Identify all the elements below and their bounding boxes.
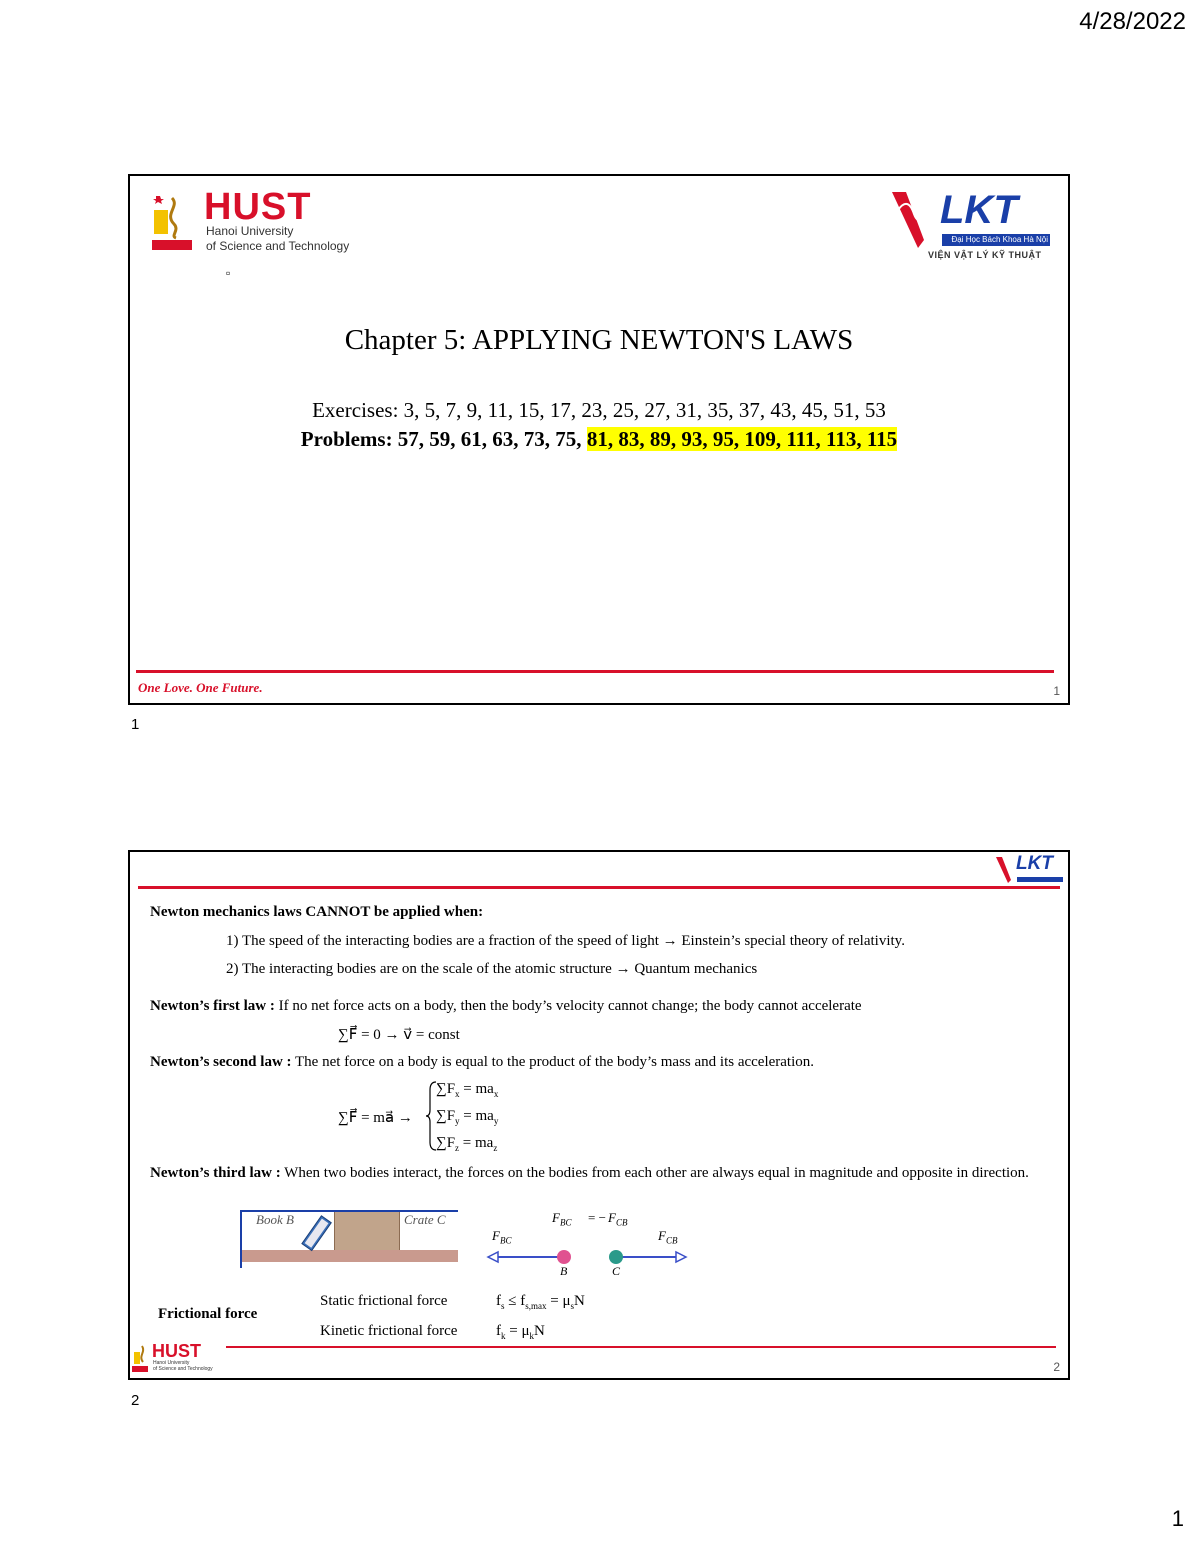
- slide1-number: 1: [1053, 684, 1060, 698]
- first-law-text: If no net force acts on a body, then the body’s velocity cannot change; the body cannot accelerate: [274, 998, 862, 1014]
- slide1-footer-line: [136, 670, 1054, 673]
- vlkt-emblem-icon: [892, 190, 942, 250]
- third-law-text: When two bodies interact, the forces on the bodies from each other are always equal in magnitude and opposite in direction.: [280, 1165, 1029, 1181]
- kinetic-friction-label: Kinetic frictional force: [320, 1323, 458, 1339]
- slide-2: [128, 850, 1070, 1380]
- second-law-y: $\sum F_y = ma_y$: [436, 1108, 499, 1126]
- third-law: [150, 1162, 1030, 1184]
- book-label: Book B: [256, 1212, 294, 1227]
- second-law-text: The net force on a body is equal to the product of the body’s mass and its acceleration.: [291, 1054, 815, 1070]
- static-friction-label: Static frictional force: [320, 1293, 448, 1309]
- hust-emblem-small-icon: [132, 1344, 148, 1374]
- second-law-equation: ∑F⃗ = ma⃗ →: [338, 1110, 413, 1126]
- eq-f-bc: $F_{BC}$: [552, 1210, 572, 1228]
- static-friction-eq: $f_s \le f_{s,max} = \mu_sN$: [496, 1293, 585, 1311]
- slide1-problems: [130, 427, 1068, 452]
- slide1-bullet: ▫: [226, 266, 231, 280]
- figure-floor: [242, 1250, 458, 1262]
- hust-logo-small: [132, 1341, 232, 1376]
- vlkt-emblem-small-icon: [996, 856, 1018, 884]
- hust-logo: [150, 186, 360, 253]
- slide1-title: Chapter 5: APPLYING NEWTON'S LAWS: [344, 324, 854, 356]
- book-b-icon: [296, 1214, 336, 1254]
- vlkt-logo-text: LKT: [940, 188, 1018, 232]
- slide1-below-label: 1: [131, 716, 140, 733]
- slide2-footer-line: [226, 1346, 1056, 1348]
- force-pair-figure: [486, 1210, 696, 1282]
- crate-c: [334, 1212, 400, 1250]
- vlkt-logo-small: [996, 853, 1066, 888]
- friction-label: Frictional force: [158, 1306, 258, 1322]
- kinetic-friction-eq: $f_k = \mu_kN$: [496, 1323, 545, 1341]
- vlkt-logo: [892, 190, 1052, 264]
- second-law-x: $\sum F_x = ma_x$: [436, 1081, 499, 1099]
- slide1-footer-slogan: One Love. One Future.: [138, 680, 263, 695]
- third-law-label: Newton’s third law :: [150, 1165, 281, 1181]
- page-number: 1: [1171, 1506, 1184, 1531]
- first-law-equation: ∑F⃗ = 0 → v⃗ = const: [338, 1027, 460, 1043]
- point-b-label: B: [560, 1264, 568, 1278]
- second-law-label: Newton’s second law :: [150, 1054, 292, 1070]
- hust-logo-sub2: of Science and Technology: [206, 239, 350, 253]
- slide2-number: 2: [1053, 1360, 1060, 1374]
- crate-label: Crate C: [404, 1212, 446, 1227]
- hust-small-sub2: of Science and Technology: [153, 1366, 213, 1372]
- hust-small-text: HUST: [152, 1341, 201, 1361]
- label-f-bc: $F_{BC}$: [492, 1228, 512, 1246]
- slide2-top-line: [138, 886, 1060, 889]
- hust-emblem-icon: [150, 190, 194, 252]
- slide2-item1: 1) The speed of the interacting bodies are a fraction of the speed of light → Einstein’s special theory of relativity.: [226, 933, 905, 949]
- slide2-heading: Newton mechanics laws CANNOT be applied when:: [150, 904, 484, 920]
- second-law: [150, 1054, 814, 1071]
- first-law: [150, 998, 862, 1015]
- problems-plain: Problems: 57, 59, 61, 63, 73, 75,: [300, 427, 587, 451]
- first-law-label: Newton’s first law :: [150, 998, 275, 1014]
- hust-logo-text: HUST: [204, 186, 312, 228]
- hust-logo-sub1: Hanoi University: [206, 224, 294, 238]
- book-crate-figure: [240, 1210, 460, 1266]
- page-date: 4/28/2022: [1079, 8, 1186, 35]
- point-c-label: C: [612, 1264, 621, 1278]
- label-f-cb: $F_{CB}$: [658, 1228, 678, 1246]
- vlkt-small-text: LKT: [1016, 853, 1053, 874]
- hust-small-sub1: Hanoi University: [153, 1360, 190, 1366]
- vlkt-banner: Đại Học Bách Khoa Hà Nội: [942, 234, 1050, 246]
- eq-minus: = −: [588, 1210, 606, 1225]
- problems-highlighted: 81, 83, 89, 93, 95, 109, 111, 113, 115: [586, 427, 898, 451]
- eq-f-cb: $F_{CB}$: [608, 1210, 628, 1228]
- slide2-below-label: 2: [131, 1392, 140, 1409]
- slide2-item2: 2) The interacting bodies are on the scale of the atomic structure → Quantum mechanics: [226, 961, 758, 977]
- force-arrows-icon: [486, 1244, 696, 1274]
- vlkt-caption: VIỆN VẬT LÝ KỸ THUẬT: [928, 250, 1042, 260]
- vlkt-small-banner: [1017, 877, 1063, 882]
- slide1-exercises: Exercises: 3, 5, 7, 9, 11, 15, 17, 23, 25, 27, 31, 35, 37, 43, 45, 51, 53: [312, 398, 886, 422]
- slide-1: [128, 174, 1070, 705]
- second-law-z: $\sum F_z = ma_z$: [436, 1135, 498, 1153]
